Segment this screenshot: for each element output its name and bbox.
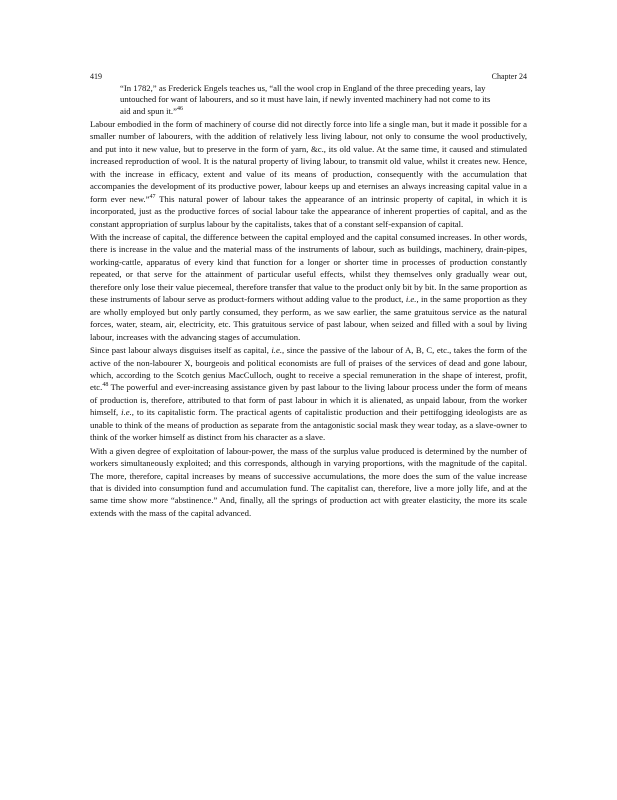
- paragraph-text: Labour embodied in the form of machinery of course did not directly force into life a single man, but it made it possible for a smaller number of labourers, with the addition of relatively less living labour, not only to consume the wool productively, and put into it new value, but to preserve in the form of yarn, &c., its old value. At the same time, it caused and stimulated increased reproduction of wool. It is the natural property of living labour, to transmit old value, whilst it creates new. Hence, with the increase in efficacy, extent and value of its means of production, consequently with the accumulation that accompanies the development of its productive power, labour keeps up and eternises an always increasing capital value in a form ever new.”: [90, 118, 527, 204]
- body-text: [90, 118, 527, 520]
- footnote-ref-46: 46: [176, 105, 183, 112]
- chapter-label: Chapter 24: [491, 72, 527, 81]
- quote-text: “In 1782,” as Frederick Engels teaches us, “all the wool crop in England of the three preceding years, lay untouched for want of labourers, and so it must have lain, if newly invented machinery had not come to its aid and spun it.”: [120, 83, 491, 116]
- page-number: 419: [90, 72, 102, 81]
- paragraph-text: , in the same proportion as they are wholly employed but only partly consumed, they perform, as we saw earlier, the same gratuitous service as the natural forces, water, steam, air, electricity, etc. This gratuitous service of past labour, when seized and filled with a soul by living labour, increases with the advancing stages of accumulation.: [90, 294, 528, 342]
- paragraph-text: The powerful and ever-increasing assistance given by past labour to the living labour process under the form of means of production is, therefore, attributed to that form of past labour in which it is alienated, as unpaid labour, from the worker himself,: [90, 382, 527, 418]
- paragraph-text: With the increase of capital, the difference between the capital employed and the capital consumed increases. In other words, there is increase in the value and the material mass of the instruments of labour, such as buildings, machinery, drain-pipes, working-cattle, apparatus of every kind that function for a longer or shorter time in processes of production constantly repeated, or that serve for the attainment of particular useful effects, whilst they themselves only gradually wear out, therefore only lose their value piecemeal, therefore transfer that value to the product only bit by bit. In the same proportion as these instruments of labour serve as product-formers without adding value to the product,: [90, 231, 527, 305]
- paragraph-text: This natural power of labour takes the appearance of an intrinsic property of capital, in which it is incorporated, just as the productive forces of social labour take the appearance of inherent properties of capital, and as the constant appropriation of surplus labour by the capitalists, takes that of a constant self-expansion of capital.: [90, 193, 527, 229]
- block-quote: [120, 83, 500, 117]
- document-page: [90, 72, 527, 519]
- footnote-ref-48: 48: [102, 382, 109, 389]
- paragraph: [90, 344, 527, 444]
- paragraph-text: , to its capitalistic form. The practical agents of capitalistic production and their pettifogging ideologists are as unable to think of the means of production as separate from the antagonistic social mask they wear today, as a slave-owner to think of the worker himself as distinct from his character as a slave.: [90, 407, 527, 443]
- paragraph: [90, 445, 527, 520]
- page-header: [90, 72, 527, 82]
- italic-text: i.e.: [121, 407, 132, 418]
- paragraph-text: , since the passive of the labour of A, B, C, etc., takes the form of the active of the non-labourer X, bourgeois and political economists are full of praises of the services of dead and gone labour, which, according to the Scotch genius MacCulloch, ought to receive a special remuneration in the shape of interest, profit, etc.: [90, 345, 527, 393]
- paragraph-text: Since past labour always disguises itself as capital,: [90, 345, 272, 356]
- paragraph-text: With a given degree of exploitation of labour-power, the mass of the surplus value produced is determined by the number of workers simultaneously exploited; and this corresponds, although in varying proportions, with the magnitude of the capital. The more, therefore, capital increases by means of successive accumulations, the more does the sum of the value increase that is divided into consumption fund and accumulation fund. The capitalist can, therefore, live a more jolly life, and at the same time show more “abstinence.” And, finally, all the springs of production act with greater elasticity, the more its scale extends with the mass of the capital advanced.: [90, 445, 527, 518]
- paragraph: [90, 118, 527, 230]
- paragraph: [90, 231, 527, 343]
- italic-text: i.e.: [271, 345, 282, 356]
- italic-text: i.e.: [405, 294, 417, 305]
- footnote-ref-47: 47: [149, 193, 156, 200]
